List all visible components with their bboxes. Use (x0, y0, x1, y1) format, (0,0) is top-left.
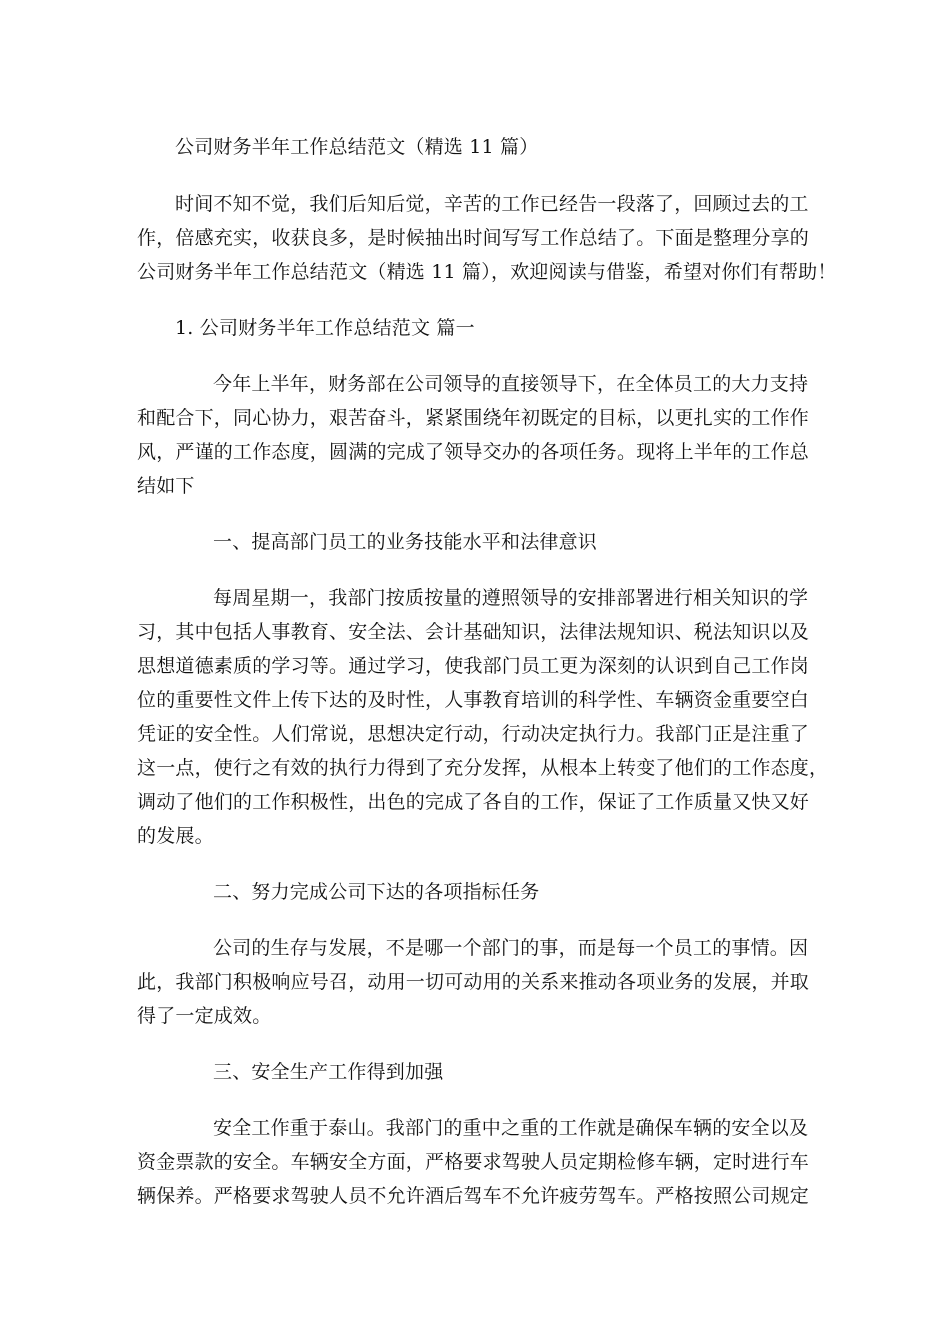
text-line: 习，其中包括人事教育、安全法、会计基础知识，法律法规知识、税法知识以及 (137, 621, 810, 643)
text-line: 调动了他们的工作积极性，出色的完成了各自的工作，保证了工作质量又快又好 (137, 791, 810, 813)
article-heading: 1. 公司财务半年工作总结范文 篇一 (175, 317, 475, 339)
text-line: 公司财务半年工作总结范文（精选 11 篇），欢迎阅读与借鉴，希望对你们有帮助！ (137, 261, 837, 283)
text-line: 资金票款的安全。车辆安全方面，严格要求驾驶人员定期检修车辆，定时进行车 (137, 1151, 810, 1173)
text-line: 位的重要性文件上传下达的及时性，人事教育培训的科学性、车辆资金重要空白 (137, 689, 810, 711)
text-line: 风，严谨的工作态度，圆满的完成了领导交办的各项任务。现将上半年的工作总 (137, 441, 810, 463)
text-line: 今年上半年，财务部在公司领导的直接领导下，在全体员工的大力支持 (213, 373, 809, 395)
text-line: 得了一定成效。 (137, 1005, 272, 1027)
text-line: 思想道德素质的学习等。通过学习，使我部门员工更为深刻的认识到自己工作岗 (137, 655, 810, 677)
text-line: 此，我部门积极响应号召，动用一切可动用的关系来推动各项业务的发展，并取 (137, 971, 810, 993)
text-line: 辆保养。严格要求驾驶人员不允许酒后驾车不允许疲劳驾车。严格按照公司规定 (137, 1185, 810, 1207)
text-line: 结如下 (137, 475, 195, 497)
document-title: 公司财务半年工作总结范文（精选 11 篇） (175, 136, 539, 158)
text-line: 每周星期一，我部门按质按量的遵照领导的安排部署进行相关知识的学 (213, 587, 809, 609)
text-line: 和配合下，同心协力，艰苦奋斗，紧紧围绕年初既定的目标，以更扎实的工作作 (137, 407, 810, 429)
text-line: 这一点，使行之有效的执行力得到了充分发挥，从根本上转变了他们的工作态度， (137, 757, 829, 779)
text-line: 公司的生存与发展，不是哪一个部门的事，而是每一个员工的事情。因 (213, 937, 809, 959)
text-line: 时间不知不觉，我们后知后觉，辛苦的工作已经告一段落了，回顾过去的工 (175, 193, 809, 215)
section-heading: 三、安全生产工作得到加强 (213, 1061, 444, 1083)
section-heading: 二、努力完成公司下达的各项指标任务 (213, 881, 540, 903)
text-line: 的发展。 (137, 825, 214, 847)
text-line: 凭证的安全性。人们常说，思想决定行动，行动决定执行力。我部门正是注重了 (137, 723, 810, 745)
text-line: 安全工作重于泰山。我部门的重中之重的工作就是确保车辆的安全以及 (213, 1117, 809, 1139)
text-line: 作，倍感充实，收获良多，是时候抽出时间写写工作总结了。下面是整理分享的 (137, 227, 810, 249)
section-heading: 一、提高部门员工的业务技能水平和法律意识 (213, 531, 598, 553)
